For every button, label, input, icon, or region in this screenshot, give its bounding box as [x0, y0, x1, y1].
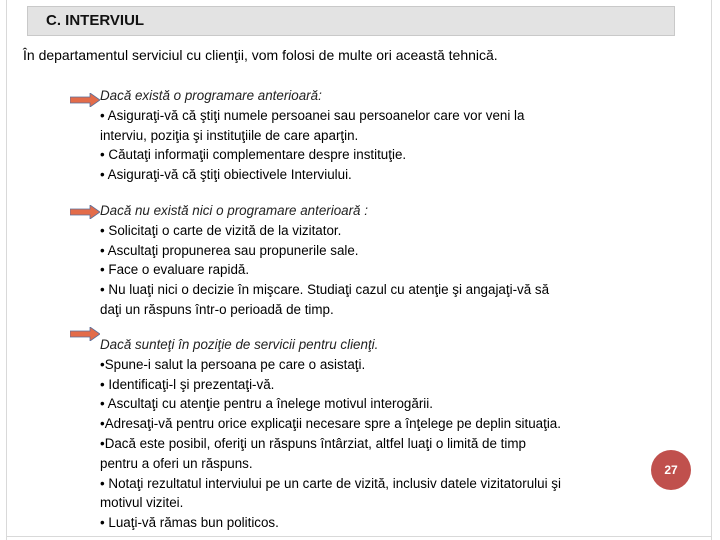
- list-item: • Căutaţi informaţii complementare despre instituţie.: [100, 147, 407, 163]
- section-existing-appointment: [100, 86, 670, 185]
- section-heading: Dacă există o programare anterioară:: [100, 88, 322, 103]
- list-item: daţi un răspuns într-o perioadă de timp.: [100, 301, 334, 317]
- list-item: •Dacă este posibil, oferiţi un răspuns întârziat, altfel luaţi o limită de timp: [100, 435, 526, 451]
- section-heading: Dacă sunteţi în poziţie de servicii pentru clienţi.: [100, 337, 379, 352]
- list-item: • Face o evaluare rapidă.: [100, 262, 250, 278]
- list-item: • Asiguraţi-vă că ştiţi numele persoanei sau persoanelor care vor veni la: [100, 107, 525, 123]
- list-item: • Nu luaţi nici o decizie în mişcare. Studiaţi cazul cu atenţie şi angajaţi-vă să: [100, 282, 550, 298]
- arrow-right-icon: [70, 327, 100, 341]
- list-item: • Solicitaţi o carte de vizită de la vizitator.: [100, 222, 342, 238]
- intro-text: În departamentul serviciul cu clienţii, vom folosi de multe ori această tehnică.: [23, 47, 498, 63]
- list-item: • Notaţi rezultatul interviului pe un carte de vizită, inclusiv datele vizitatorului şi: [100, 475, 561, 491]
- list-item: • Identificaţi-l şi prezentaţi-vă.: [100, 376, 275, 392]
- list-item: • Ascultaţi cu atenţie pentru a înelege motivul interogării.: [100, 396, 433, 412]
- list-item: motivul vizitei.: [100, 495, 184, 511]
- list-item: interviu, poziţia şi instituţiile de care aparţin.: [100, 127, 359, 143]
- bottom-divider: [6, 536, 712, 537]
- page-number-badge: 27: [651, 450, 691, 490]
- section-no-appointment: [100, 201, 670, 320]
- slide-title: C. INTERVIUL: [46, 12, 145, 29]
- list-item: pentru a oferi un răspuns.: [100, 455, 253, 471]
- list-item: •Spune-i salut la persoana pe care o asistaţi.: [100, 356, 366, 372]
- arrow-right-icon: [70, 205, 100, 219]
- list-item: • Ascultaţi propunerea sau propunerile sale.: [100, 242, 359, 258]
- arrow-right-icon: [70, 93, 100, 107]
- section-heading: Dacă nu există nici o programare anterioară :: [100, 203, 368, 218]
- section-customer-service: [100, 335, 670, 533]
- list-item: • Luaţi-vă rămas bun politicos.: [100, 515, 279, 531]
- title-bar: [27, 6, 675, 36]
- list-item: • Asiguraţi-vă că ştiţi obiectivele Interviului.: [100, 167, 352, 183]
- list-item: •Adresaţi-vă pentru orice explicaţii necesare spre a înţelege pe deplin situaţia.: [100, 416, 561, 432]
